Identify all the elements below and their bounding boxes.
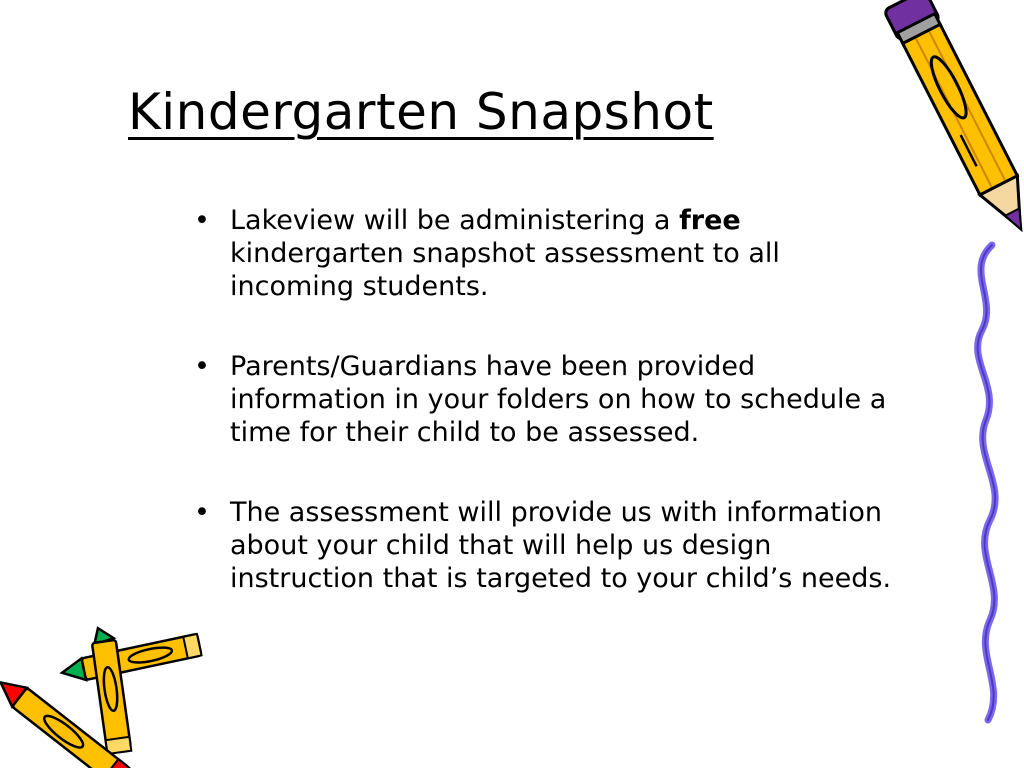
list-item xyxy=(190,350,910,449)
crayons-icon xyxy=(0,615,210,765)
bullet-marker: • xyxy=(194,351,210,382)
bullet-text: Lakeview will be administering a xyxy=(230,205,680,236)
squiggle-line-icon xyxy=(960,245,1020,725)
bullet-text: The assessment will provide us with information about your child that will help us design instruction that is targeted to your child’s needs. xyxy=(230,497,892,594)
list-item xyxy=(190,204,910,303)
bullet-text: kindergarten snapshot assessment to all incoming students. xyxy=(230,238,780,302)
bullet-text: Parents/Guardians have been provided information in your folders on how to schedule a time for their child to be assessed. xyxy=(230,351,887,448)
bullet-marker: • xyxy=(194,497,210,528)
pencil-icon xyxy=(850,0,1010,250)
bullet-emphasis: free xyxy=(679,205,741,236)
bullet-list xyxy=(190,204,910,642)
list-item xyxy=(190,496,910,595)
page-title: Kindergarten Snapshot xyxy=(128,83,714,141)
bullet-marker: • xyxy=(194,205,210,236)
